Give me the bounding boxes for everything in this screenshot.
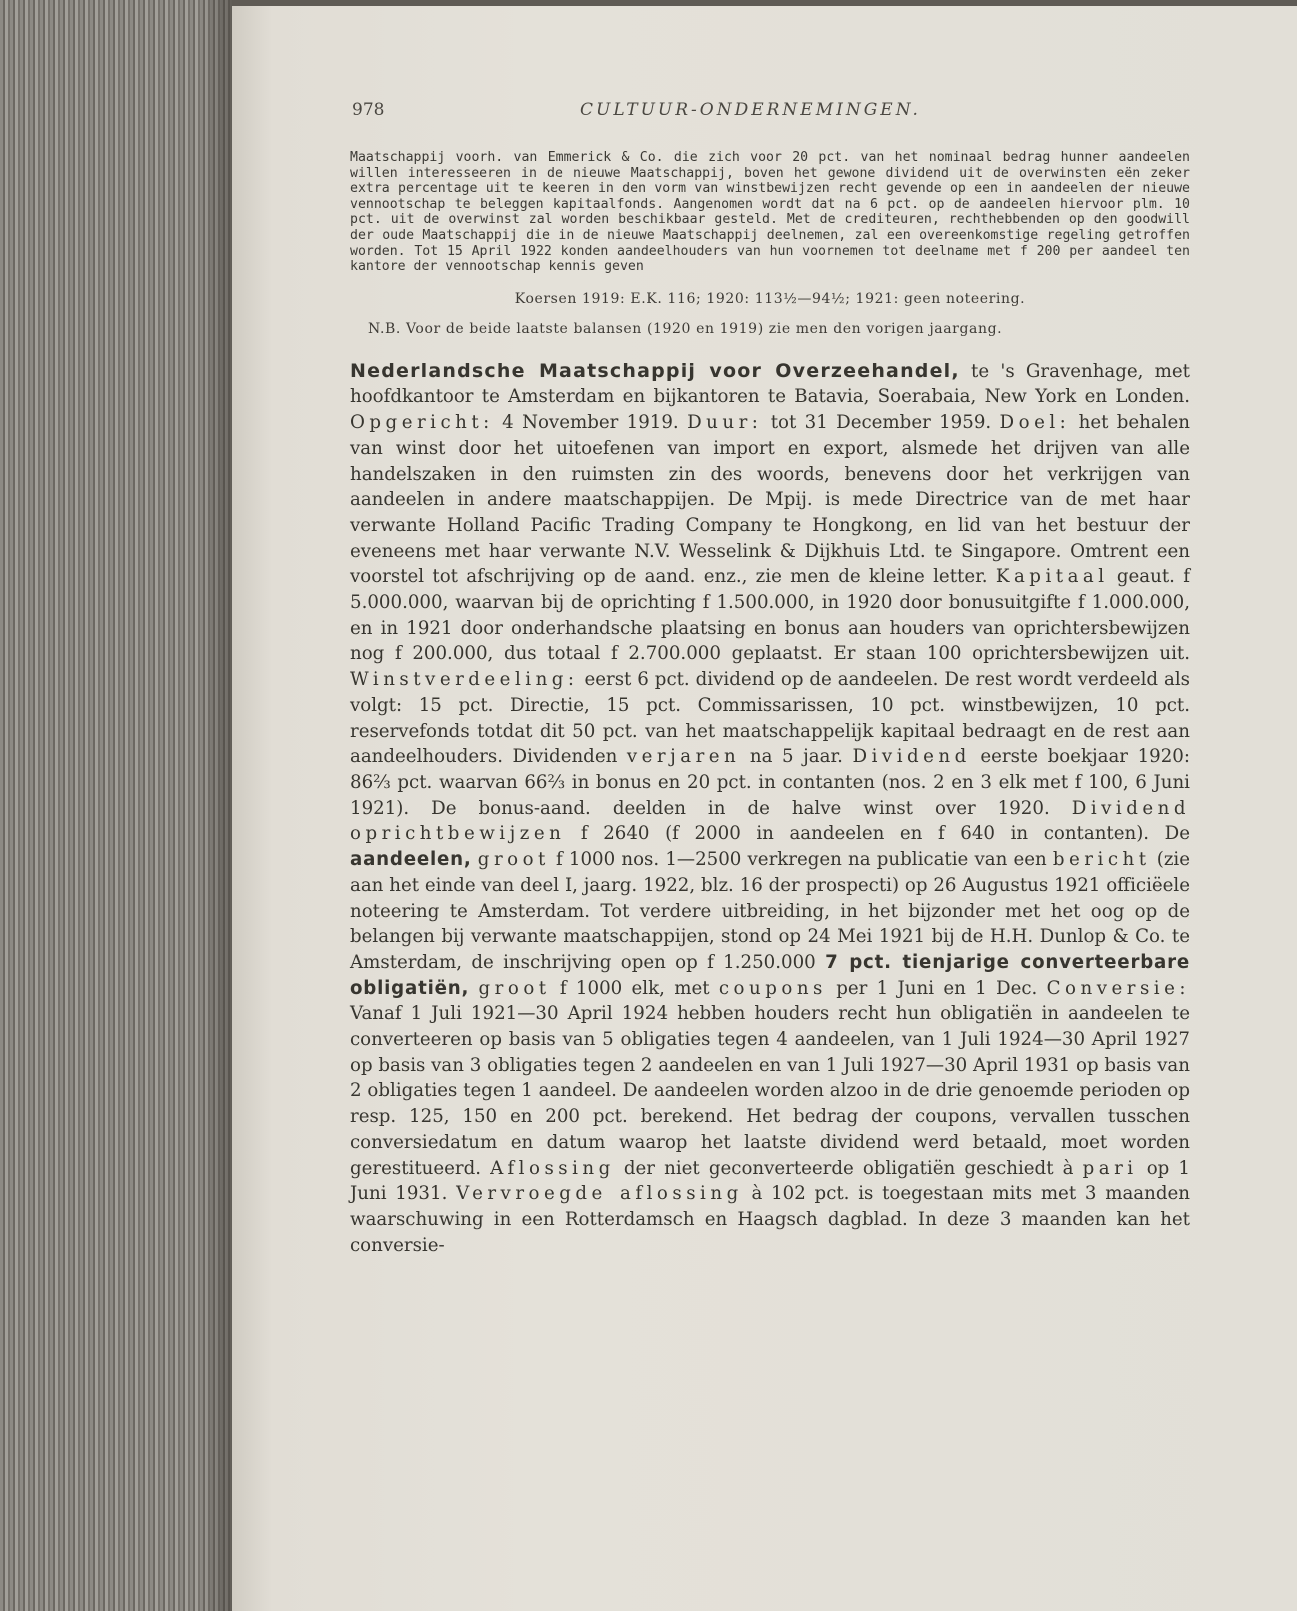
label-kapitaal: Kapitaal	[995, 566, 1109, 588]
entry-text: het behalen van winst door het uitoefenen van import en export, alsmede het drijven van alle handelszaken in den ruimsten zin des woords, benevens door het verkrijgen van aandeelen in andere maatschappijen. De Mpij. is mede Directrice van de met haar verwante Holland Pacific Trading Company te Hongkong, en lid van het bestuur der eveneens met haar verwante N.V. Wesselink & Dijkhuis Ltd. te Singapore. Omtrent een voorstel tot afschrijving op de aand. enz., zie men de kleine letter.	[350, 412, 1191, 588]
label-aandeelen: aandeelen,	[350, 849, 472, 871]
label-groot-2: groot	[478, 977, 551, 999]
entry-text: der niet geconverteerde obligatiën geschiedt à	[614, 1157, 1083, 1179]
label-dividend-oprichtbewijzen: Dividend oprichtbewijzen	[350, 797, 1190, 845]
entry-text: op 1 Juni 1931.	[350, 1157, 1191, 1205]
label-conversie: Conversie:	[1046, 977, 1190, 999]
entry-text: 4 November 1919.	[493, 412, 688, 434]
company-entry	[350, 359, 1190, 1259]
label-opgericht: Opgericht:	[350, 412, 494, 434]
entry-text: eerste boekjaar 1920: 86⅔ pct. waarvan 66⅔ in bonus en 20 pct. in contanten (nos. 2 en 3 elk met f 100, 6 Juni 1921). De bonus-aand. deelden in de halve winst over 1920.	[350, 746, 1190, 819]
label-vervroegde-aflossing: Vervroegde aflossing	[456, 1183, 743, 1205]
preceding-paragraph: Maatschappij voorh. van Emmerick & Co. die zich voor 20 pct. van het nominaal bedrag hunner aandeelen willen interesseeren in de nieuwe Maatschappij, boven het gewone dividend uit de overwinsten eën zeker extra percentage uit te keeren in den vorm van winstbewijzen recht gevende op een in aandeelen der nieuwe vennootschap te beleggen kapitaalfonds. Aangenomen wordt dat na 6 pct. op de aandeelen hiervoor plm. 10 pct. uit de overwinst zal worden beschikbaar gesteld. Met de crediteuren, rechthebbenden op den goodwill der oude Maatschappij die in de nieuwe Maatschappij deelnemen, zal een overeenkomstige regeling getroffen worden. Tot 15 April 1922 konden aandeelhouders van hun voornemen tot deelname met f 200 per aandeel ten kantore der vennootschap kennis geven	[350, 150, 1190, 275]
entry-text: geaut. f 5.000.000, waarvan bij de oprichting f 1.500.000, in 1920 door bonusuitgifte f 1.000.000, en in 1921 door onderhandsche plaatsing en bonus aan houders van oprichtersbewijzen nog f 200.000, dus totaal f 2.700.000 geplaatst. Er staan 100 oprichtersbewijzen uit.	[350, 566, 1190, 665]
entry-text: f 1000 nos. 1—2500 verkregen na publicatie van een	[549, 849, 1053, 871]
nb-note: N.B. Voor de beide laatste balansen (1920 en 1919) zie men den vorigen jaargang.	[368, 320, 1003, 337]
label-groot: groot	[477, 849, 550, 871]
entry-text: f 1000 elk, met	[550, 977, 719, 999]
koersen-line: Koersen 1919: E.K. 116; 1920: 113½—94½; 1921: geen noteering.	[514, 290, 1026, 307]
entry-text: Vanaf 1 Juli 1921—30 April 1924 hebben houders recht hun obligatiën in aandeelen te converteeren op basis van 5 obligaties tegen 4 aandeelen, van 1 Juli 1924—30 April 1927 op basis van 3 obligaties tegen 2 aandeelen en van 1 Juli 1927—30 April 1931 op basis van 2 obligaties tegen 1 aandeel. De aandeelen worden alzoo in de drie genoemde perioden op resp. 125, 150 en 200 pct. berekend. Het bedrag der coupons, vervallen tusschen conversiedatum en datum waarop het laatste dividend werd betaald, moet worden gerestitueerd.	[350, 1003, 1190, 1179]
label-aflossing: Aflossing	[490, 1157, 615, 1179]
entry-text: eerst 6 pct. dividend op de aandeelen. De rest wordt verdeeld als volgt: 15 pct. Directie, 15 pct. Commissarissen, 10 pct. winstbewijzen, 10 pct. reservefonds totdat dit 50 pct. van het maatschappelijk kapitaal bedraagt en de rest aan aandeelhouders. Dividenden	[350, 669, 1190, 768]
label-obligaties: 7 pct. tienjarige converteerbare obligatiën,	[350, 951, 1191, 999]
entry-text: na 5 jaar.	[740, 746, 853, 768]
label-doel: Doel:	[999, 412, 1071, 434]
entry-text: tot 31 December 1959.	[762, 412, 1000, 434]
page-number: 978	[352, 100, 385, 120]
entry-text: à 102 pct. is toegestaan mits met 3 maanden waarschuwing in een Rotterdamsch en Haagsch dagblad. In deze 3 maanden kan het conversie-	[350, 1183, 1190, 1256]
running-head: CULTUUR-ONDERNEMINGEN.	[580, 100, 921, 120]
label-bericht: bericht	[1052, 849, 1151, 871]
label-coupons: coupons	[718, 977, 827, 999]
label-duur: Duur:	[687, 412, 763, 434]
label-verjaren: verjaren	[626, 746, 741, 768]
label-pari: pari	[1082, 1157, 1138, 1179]
entry-text: (zie aan het einde van deel I, jaarg. 1922, blz. 16 der prospecti) op 26 Augustus 1921 officiëele noteering te Amsterdam. Tot verdere uitbreiding, in het bijzonder met het oog op de belangen bij verwante maatschappijen, stond op 24 Mei 1921 bij de H.H. Dunlop & Co. te Amsterdam, de inschrijving open op f 1.250.000	[350, 849, 1190, 973]
entry-text: f 2640 (f 2000 in aandeelen en f 640 in contanten). De	[565, 823, 1190, 845]
entry-text: te 's Gravenhage, met hoofdkantoor te Amsterdam en bijkantoren te Batavia, Soerabaia, New York en Londen.	[350, 360, 1190, 408]
page-content	[350, 96, 1190, 1277]
company-name: Nederlandsche Maatschappij voor Overzeehandel,	[350, 359, 960, 382]
entry-text	[469, 978, 478, 999]
entry-text: per 1 Juni en 1 Dec.	[826, 977, 1047, 999]
label-dividend: Dividend	[852, 746, 971, 768]
label-winstverdeeling: Winstverdeeling:	[350, 669, 579, 691]
spine-shadow	[200, 0, 232, 1611]
page-header	[350, 96, 1190, 126]
page-edges	[0, 0, 232, 1611]
